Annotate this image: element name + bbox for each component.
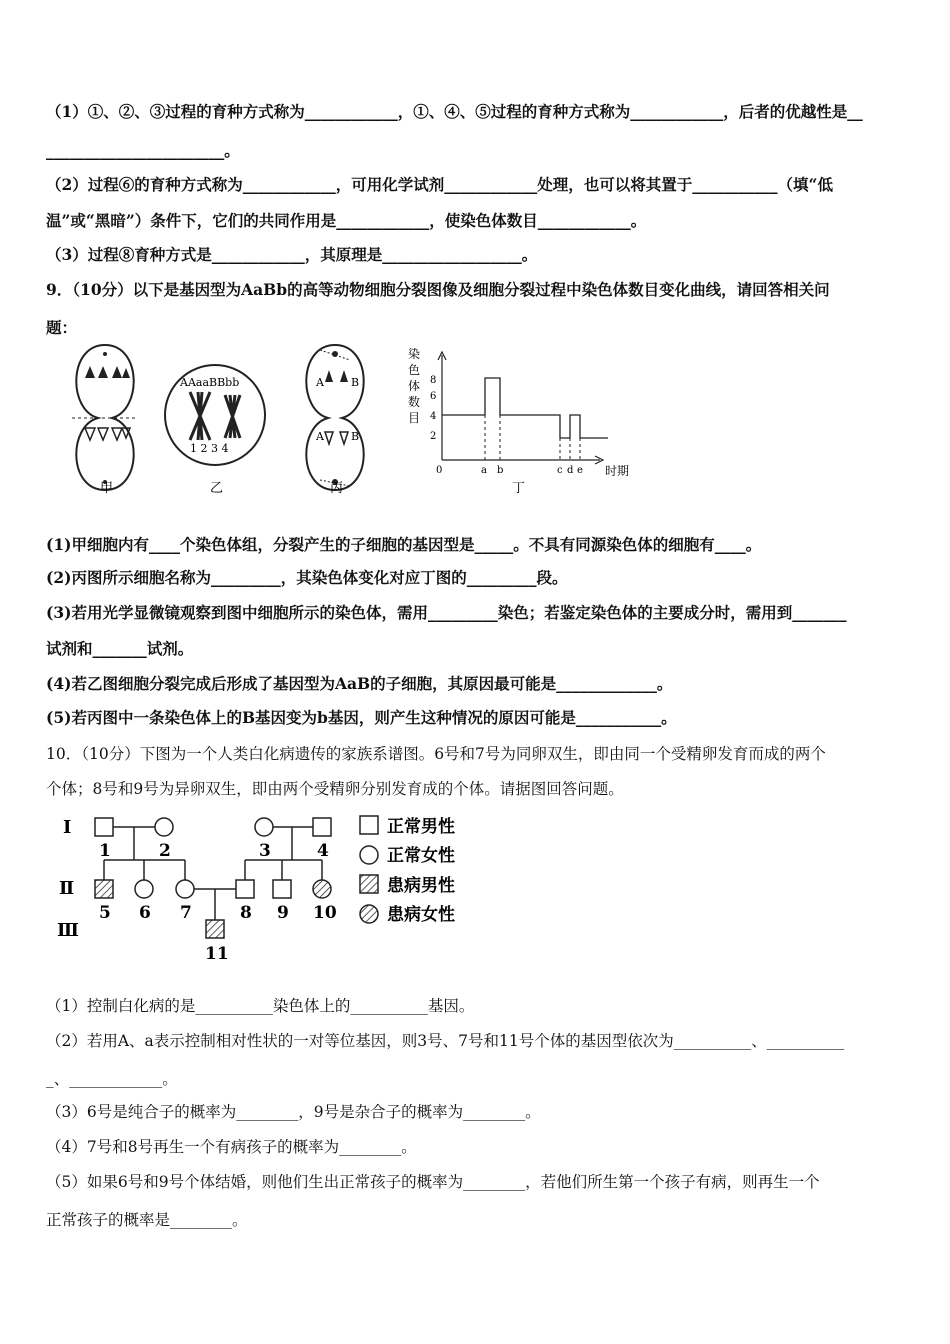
legend-affected-female-symbol <box>360 905 378 923</box>
gen-3-label: Ⅲ <box>57 920 79 941</box>
x-point-b: b <box>497 465 504 476</box>
id-10: 10 <box>313 903 337 923</box>
x-point-a: a <box>481 465 487 476</box>
y-tick-8: 8 <box>430 375 437 386</box>
id-1: 1 <box>99 841 111 861</box>
legend-normal-female-symbol <box>360 846 378 864</box>
label-yi: 乙 <box>210 481 224 496</box>
q10-stem-line-2: 个体；8号和9号为异卵双生，即由两个受精卵分别发育成的个体。请据图回答问题。 <box>46 780 624 798</box>
gen-1-label: Ⅰ <box>63 817 72 838</box>
legend-affected-male: 患病男性 <box>387 876 455 896</box>
x-point-e: e <box>577 465 583 476</box>
q10-sub-3: （3）6号是纯合子的概率为________，9号是杂合子的概率为________。 <box>46 1103 541 1121</box>
q9-stem-line-1: 9．（10分）以下是基因型为AaBb的高等动物细胞分裂图像及细胞分裂过程中染色体数目变化曲线，请回答相关问 <box>46 280 830 299</box>
bing-gene-a-top: A <box>316 376 324 389</box>
individual-6 <box>135 880 153 898</box>
individual-9 <box>273 880 291 898</box>
x-origin: 0 <box>436 465 443 476</box>
y-label-char-1: 染 <box>408 347 421 361</box>
q8-line-5: （3）过程⑧育种方式是____________，其原理是__________________。 <box>46 245 538 264</box>
id-5: 5 <box>99 903 111 923</box>
cell-bing <box>306 345 363 496</box>
individual-11 <box>206 920 224 938</box>
bing-gene-b-top: B <box>351 376 360 389</box>
y-tick-2: 2 <box>430 431 437 442</box>
q9-stem-line-2: 题： <box>46 318 78 337</box>
individual-1 <box>95 818 113 836</box>
y-label-char-2: 色 <box>408 363 421 377</box>
id-9: 9 <box>277 903 289 923</box>
gen-2-label: Ⅱ <box>59 878 75 899</box>
q10-sub-2b: _、____________。 <box>46 1070 178 1088</box>
cell-yi <box>165 365 265 496</box>
individual-2 <box>155 818 173 836</box>
q10-stem-line-1: 10．（10分）下图为一个人类白化病遗传的家族系谱图。6号和7号为同卵双生，即由同一个受精卵发育而成的两个 <box>46 745 826 763</box>
individual-3 <box>255 818 273 836</box>
individual-10 <box>313 880 331 898</box>
q10-sub-5a: （5）如果6号和9号个体结婚，则他们生出正常孩子的概率为________，若他们所生第一个孩子有病，则再生一个 <box>46 1173 820 1191</box>
q10-sub-4: （4）7号和8号再生一个有病孩子的概率为________。 <box>46 1138 417 1156</box>
cell-jia <box>72 345 138 496</box>
id-2: 2 <box>159 841 171 861</box>
legend-normal-female: 正常女性 <box>387 846 455 866</box>
yi-genes: AAaaBBbb <box>180 376 240 389</box>
q8-line-4: 温”或“黑暗”）条件下，它们的共同作用是____________，使染色体数目____________。 <box>46 211 647 230</box>
y-tick-4: 4 <box>430 411 437 422</box>
label-ding: 丁 <box>512 481 526 496</box>
id-8: 8 <box>240 903 252 923</box>
id-3: 3 <box>259 841 271 861</box>
chromosome-count-line <box>442 378 608 438</box>
q9-sub-3a: (3)若用光学显微镜观察到图中细胞所示的染色体，需用_________染色；若鉴定染色体的主要成分时，需用到_______ <box>46 603 847 622</box>
x-point-c: c <box>557 465 563 476</box>
q9-sub-5: (5)若丙图中一条染色体上的B基因变为b基因，则产生这种情况的原因可能是___________。 <box>46 708 677 727</box>
label-bing: 丙 <box>330 481 344 496</box>
q10-pedigree-figure <box>55 808 485 968</box>
q9-sub-1: (1)甲细胞内有____个染色体组，分裂产生的子细胞的基因型是_____。不具有同源染色体的细胞有____。 <box>46 535 762 554</box>
individual-5 <box>95 880 113 898</box>
y-label-char-5: 目 <box>408 411 421 425</box>
bing-gene-b-bottom: B <box>351 430 360 443</box>
chart-ding <box>408 346 629 496</box>
q9-sub-4: (4)若乙图细胞分裂完成后形成了基因型为AaB的子细胞，其原因最可能是_____________。 <box>46 674 673 693</box>
x-point-d: d <box>567 465 574 476</box>
q9-cell-division-figure <box>60 340 650 500</box>
id-4: 4 <box>317 841 329 861</box>
y-label-char-4: 数 <box>408 395 421 409</box>
q10-sub-5b: 正常孩子的概率是________。 <box>46 1211 248 1229</box>
y-label-char-3: 体 <box>408 379 421 393</box>
individual-7 <box>176 880 194 898</box>
id-6: 6 <box>139 903 151 923</box>
q8-line-2: _______________________。 <box>46 141 240 160</box>
q10-sub-2a: （2）若用A、a表示控制相对性状的一对等位基因，则3号、7号和11号个体的基因型依次为__________、__________ <box>46 1032 845 1050</box>
yi-nums: 1 2 3 4 <box>190 442 229 455</box>
q9-sub-2: (2)丙图所示细胞名称为_________，其染色体变化对应丁图的_________段。 <box>46 568 568 587</box>
y-tick-6: 6 <box>430 391 437 402</box>
legend-affected-female: 患病女性 <box>387 905 455 925</box>
label-jia: 甲 <box>100 481 114 496</box>
q8-line-3: （2）过程⑥的育种方式称为____________，可用化学试剂____________处理，也可以将其置于___________（填“低 <box>46 175 833 194</box>
individual-8 <box>236 880 254 898</box>
id-7: 7 <box>180 903 192 923</box>
individual-4 <box>313 818 331 836</box>
bing-gene-a-bottom: A <box>316 430 324 443</box>
legend-normal-male: 正常男性 <box>387 817 455 837</box>
pedigree-legend <box>360 816 455 925</box>
id-11: 11 <box>205 944 229 964</box>
x-axis-label: 时期 <box>605 464 630 478</box>
q9-sub-3b: 试剂和_______试剂。 <box>46 639 194 658</box>
q8-line-1: （1）①、②、③过程的育种方式称为____________，①、④、⑤过程的育种方式称为____________，后者的优越性是__ <box>46 102 863 121</box>
legend-affected-male-symbol <box>360 875 378 893</box>
q10-sub-1: （1）控制白化病的是__________染色体上的__________基因。 <box>46 997 475 1015</box>
legend-normal-male-symbol <box>360 816 378 834</box>
